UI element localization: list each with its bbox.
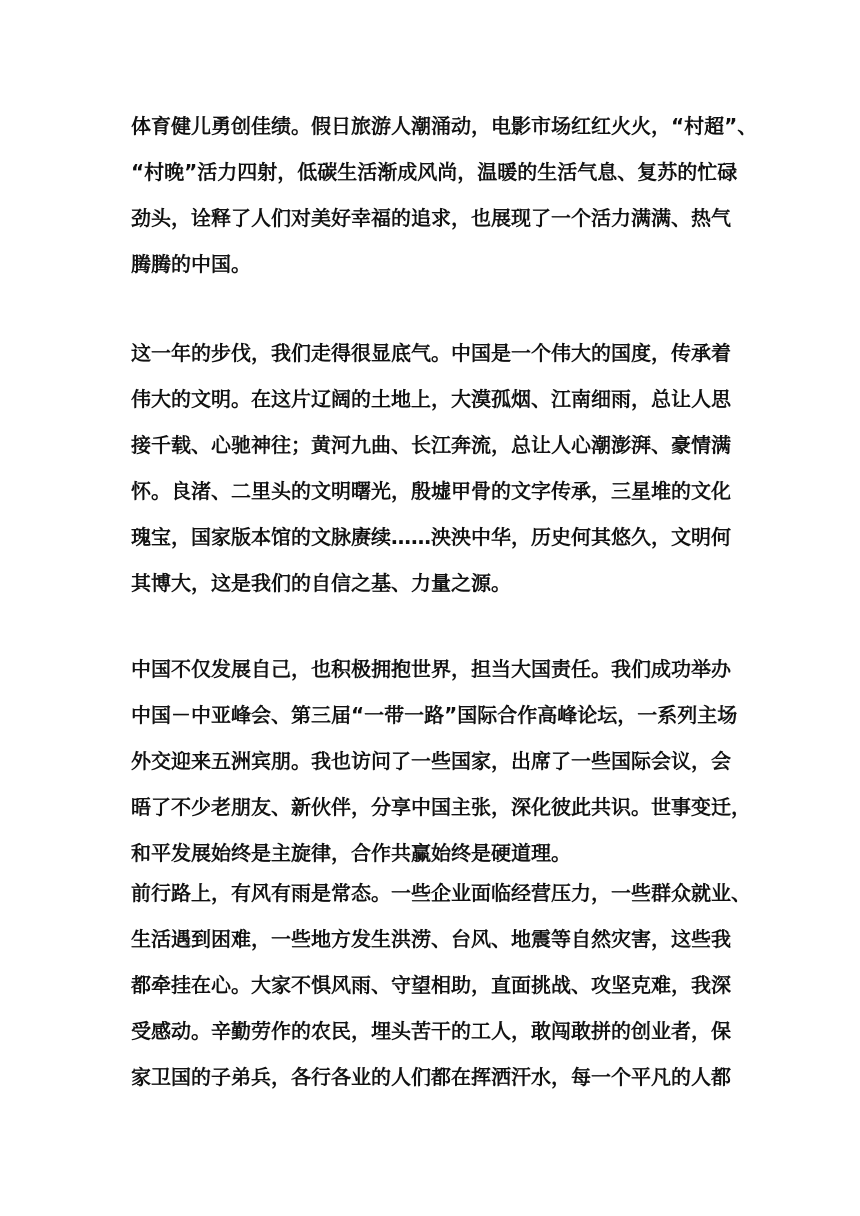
text-line: 生活遇到困难，一些地方发生洪涝、台风、地震等自然灾害，这些我 [131, 927, 731, 951]
text-line: “村晚”活力四射，低碳生活渐成风尚，温暖的生活气息、复苏的忙碌 [131, 160, 738, 184]
text-line: 中国－中亚峰会、第三届“一带一路”国际合作高峰论坛，一系列主场 [131, 703, 738, 727]
text-line: 家卫国的子弟兵，各行各业的人们都在挥洒汗水，每一个平凡的人都 [131, 1065, 731, 1089]
text-line: 其博大，这是我们的自信之基、力量之源。 [131, 571, 511, 595]
paragraph-4 [131, 870, 751, 1100]
text-line: 体育健儿勇创佳绩。假日旅游人潮涌动，电影市场红红火火，“村超”、 [131, 114, 758, 138]
text-line: 腾腾的中国。 [131, 252, 251, 276]
text-line: 都牵挂在心。大家不惧风雨、守望相助，直面挑战、攻坚克难，我深 [131, 973, 731, 997]
text-line: 受感动。辛勤劳作的农民，埋头苦干的工人，敢闯敢拼的创业者，保 [131, 1019, 731, 1043]
text-line: 接千载、心驰神往；黄河九曲、长江奔流，总让人心潮澎湃、豪情满 [131, 433, 731, 457]
text-line: 前行路上，有风有雨是常态。一些企业面临经营压力，一些群众就业、 [131, 881, 751, 905]
text-line: 伟大的文明。在这片辽阔的土地上，大漠孤烟、江南细雨，总让人思 [131, 387, 731, 411]
text-line: 晤了不少老朋友、新伙伴，分享中国主张，深化彼此共识。世事变迁， [131, 795, 751, 819]
paragraph-1 [131, 103, 758, 287]
text-line: 这一年的步伐，我们走得很显底气。中国是一个伟大的国度，传承着 [131, 341, 731, 365]
text-line: 瑰宝，国家版本馆的文脉赓续……泱泱中华，历史何其悠久，文明何 [131, 525, 731, 549]
paragraph-3 [131, 646, 751, 876]
text-line: 外交迎来五洲宾朋。我也访问了一些国家，出席了一些国际会议，会 [131, 749, 731, 773]
text-line: 和平发展始终是主旋律，合作共赢始终是硬道理。 [131, 841, 571, 865]
text-line: 劲头，诠释了人们对美好幸福的追求，也展现了一个活力满满、热气 [131, 206, 731, 230]
paragraph-2 [131, 330, 731, 606]
text-line: 怀。良渚、二里头的文明曙光，殷墟甲骨的文字传承，三星堆的文化 [131, 479, 731, 503]
text-line: 中国不仅发展自己，也积极拥抱世界，担当大国责任。我们成功举办 [131, 657, 731, 681]
